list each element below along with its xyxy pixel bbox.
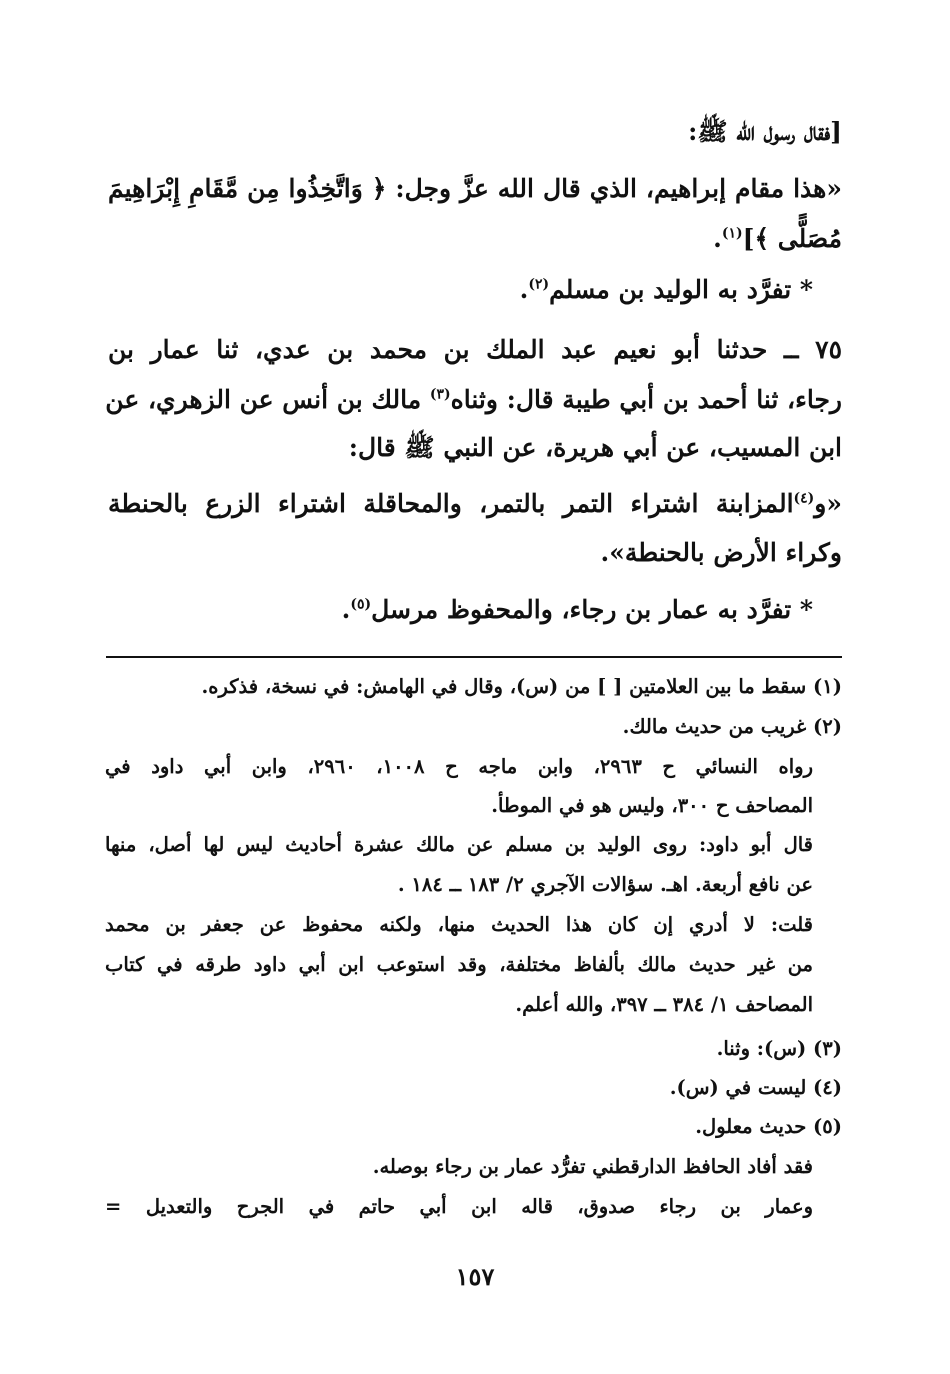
footnote-separator bbox=[106, 656, 842, 658]
footnote-4: (٤) ليست في (س). bbox=[669, 1076, 842, 1099]
text-line-2: «هذا مقام إبراهيم، الذي قال الله عزَّ وجل: ﴿ وَاتَّخِذُوا مِن مَّقَامِ إِبْرَاهِيمَ bbox=[108, 174, 842, 203]
footnote-2-line-6: قلت: لا أدري إن كان هذا الحديث منها، ولكنه محفوظ عن جعفر بن محمد bbox=[105, 913, 814, 936]
footnote-ref-1: (١) bbox=[721, 225, 743, 242]
footnote-2-line-3: المصاحف ح ٣٠٠، وليس هو في الموطأ. bbox=[491, 794, 813, 817]
footnote-1: (١) سقط ما بين العلامتين [ ] من (س)، وقال في الهامش: في نسخة، فذكره. bbox=[201, 675, 842, 698]
footnote-ref-2: (٢) bbox=[528, 276, 550, 293]
page-number: ١٥٧ bbox=[455, 1262, 495, 1291]
footnote-2-line-4: قال أبو داود: روى الوليد بن مسلم عن مالك عشرة أحاديث ليس لها أصل، منها bbox=[105, 833, 813, 856]
text-line-3: مُصَلًّى ﴾]$^{(١)}$. bbox=[713, 224, 842, 253]
hadith-75-line-1: ٧٥ ــ حدثنا أبو نعيم عبد الملك بن محمد بن عدي، ثنا عمار بن bbox=[108, 335, 842, 364]
hadith-75-line-2: رجاء، ثنا أحمد بن أبي طيبة قال: وثناه$^{(٣)}$ مالك بن أنس عن الزهري، عن bbox=[105, 385, 842, 414]
footnote-5-line-2: فقد أفاد الحافظ الدارقطني تفرُّد عمار بن رجاء بوصله. bbox=[372, 1155, 813, 1178]
footnote-5: (٥) حديث معلول. bbox=[695, 1115, 842, 1138]
footnote-2-line-7: من غير حديث مالك بألفاظ مختلفة، وقد استوعب ابن أبي داود طرقه في كتاب bbox=[105, 953, 813, 976]
text-line-4: * تفرَّد به الوليد بن مسلم$^{(٢)}$. bbox=[519, 275, 813, 304]
footnote-ref-5: (٥) bbox=[350, 596, 372, 613]
hadith-75-line-5: وكراء الأرض بالحنطة». bbox=[600, 538, 842, 567]
text-line-1: [فقال رسول الله ﷺ: bbox=[688, 117, 842, 146]
footnote-ref-4: (٤) bbox=[793, 490, 815, 507]
footnote-5-line-3: وعمار بن رجاء صدوق، قاله ابن أبي حاتم في الجرح والتعديل = bbox=[105, 1195, 813, 1218]
hadith-75-line-3: ابن المسيب، عن أبي هريرة، عن النبي ﷺ قال: bbox=[348, 433, 842, 462]
hadith-75-line-4: «و$^{(٤)}$المزابنة اشتراء التمر بالتمر، والمحاقلة اشتراء الزرع بالحنطة bbox=[108, 489, 842, 518]
footnote-2: (٢) غريب من حديث مالك. bbox=[622, 715, 842, 738]
footnote-3: (٣) (س): وثنا. bbox=[716, 1037, 842, 1060]
footnote-ref-3: (٣) bbox=[429, 386, 451, 403]
footnote-2-line-2: رواه النسائي ح ٢٩٦٣، وابن ماجه ح ١٠٠٨، ٢٩٦٠، وابن أبي داود في bbox=[105, 755, 813, 778]
footnote-2-line-5: عن نافع أربعة. اهـ. سؤالات الآجري ٢/ ١٨٣ ــ ١٨٤ . bbox=[397, 873, 813, 896]
footnote-2-line-8: المصاحف ١/ ٣٨٤ ــ ٣٩٧، والله أعلم. bbox=[515, 993, 813, 1016]
hadith-75-line-6: * تفرَّد به عمار بن رجاء، والمحفوظ مرسل$^{(٥)}$. bbox=[341, 595, 813, 624]
